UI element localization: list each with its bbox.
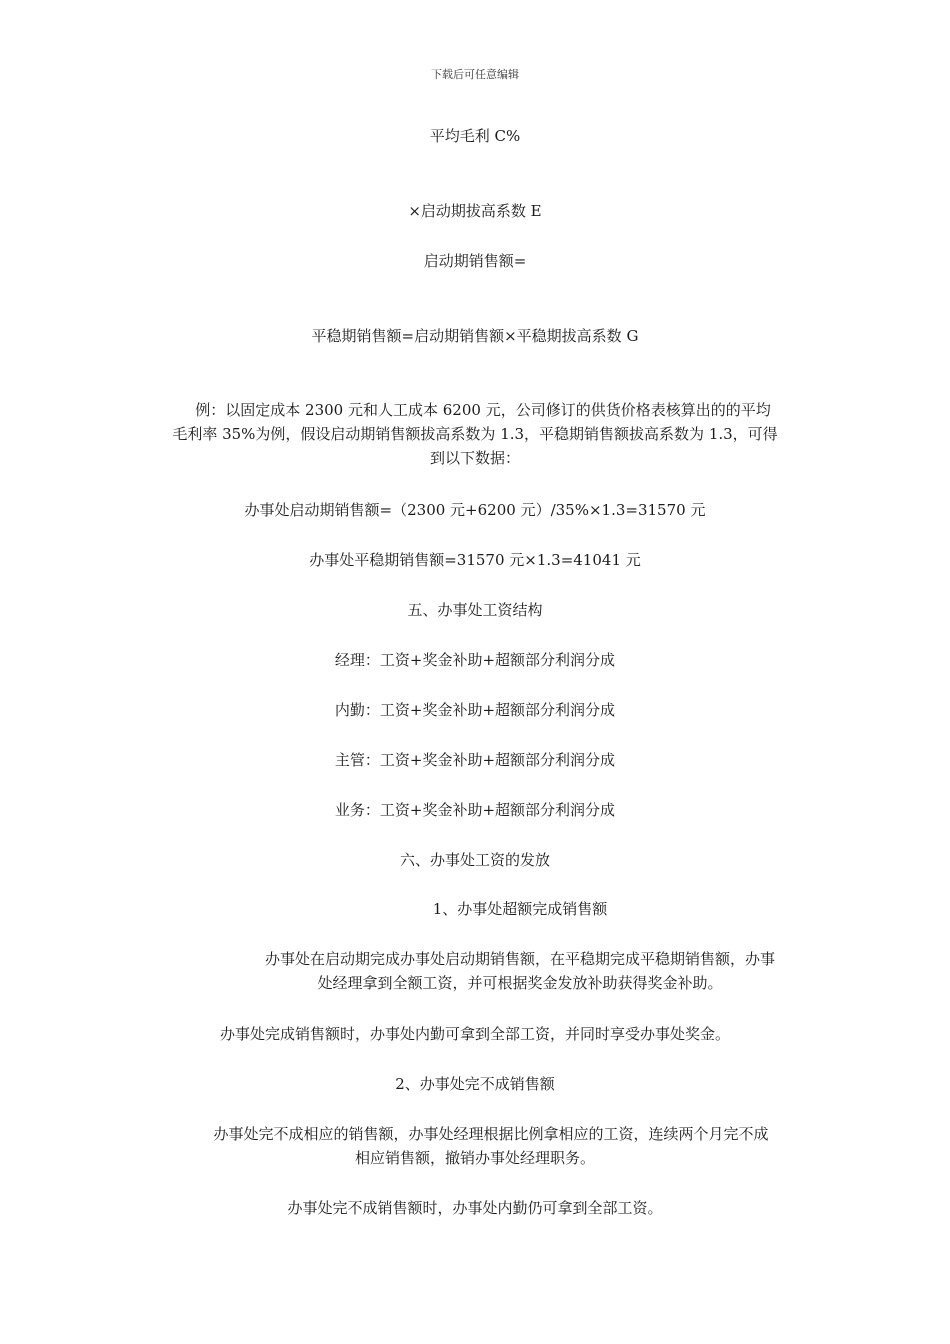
example-text-line1: 例：以固定成本 2300 元和人工成本 6200 元，公司修订的供货价格表核算出的的平均 (195, 401, 771, 419)
section6-sub1-title: 1、办事处超额完成销售额 (432, 900, 608, 918)
section5-item-clerk: 内勤：工资+奖金补助+超额部分利润分成 (334, 701, 616, 719)
section6-sub2-para2: 办事处完不成销售额时，办事处内勤仍可拿到全部工资。 (287, 1199, 663, 1217)
formula-startup-sales-label: 启动期销售额= (423, 252, 527, 270)
formula-stable-sales: 平稳期销售额=启动期销售额×平稳期拔高系数 G (311, 327, 639, 345)
section6-sub2-para-line1: 办事处完不成相应的销售额，办事处经理根据比例拿相应的工资，连续两个月完不成 (213, 1125, 769, 1143)
section5-item-supervisor: 主管：工资+奖金补助+超额部分利润分成 (334, 751, 616, 769)
example-text-line2: 毛利率 35%为例，假设启动期销售额拔高系数为 1.3，平稳期销售额拔高系数为 1.3，可得 (172, 425, 778, 443)
section5-title: 五、办事处工资结构 (407, 601, 543, 619)
section6-sub1-para2: 办事处完成销售额时，办事处内勤可拿到全部工资，并同时享受办事处奖金。 (219, 1025, 730, 1043)
section6-title: 六、办事处工资的发放 (399, 851, 550, 869)
section6-sub1-para-line2: 处经理拿到全额工资，并可根据奖金发放补助获得奖金补助。 (317, 974, 723, 992)
section5-item-sales: 业务：工资+奖金补助+超额部分利润分成 (334, 801, 616, 819)
section6-sub2-para-line2: 相应销售额，撤销办事处经理职务。 (354, 1149, 595, 1167)
example-stable-calc: 办事处平稳期销售额=31570 元×1.3=41041 元 (309, 551, 641, 569)
page-header-note: 下载后可任意编辑 (431, 68, 519, 81)
section6-sub1-para-line1: 办事处在启动期完成办事处启动期销售额，在平稳期完成平稳期销售额，办事 (264, 950, 775, 968)
formula-avg-margin: 平均毛利 C% (429, 127, 521, 145)
section5-item-manager: 经理：工资+奖金补助+超额部分利润分成 (334, 651, 616, 669)
formula-startup-coef: ×启动期拔高系数 E (408, 202, 542, 220)
section6-sub2-title: 2、办事处完不成销售额 (395, 1075, 555, 1093)
example-text-line3: 到以下数据： (429, 449, 520, 467)
example-startup-calc: 办事处启动期销售额=（2300 元+6200 元）/35%×1.3=31570 元 (244, 501, 706, 519)
